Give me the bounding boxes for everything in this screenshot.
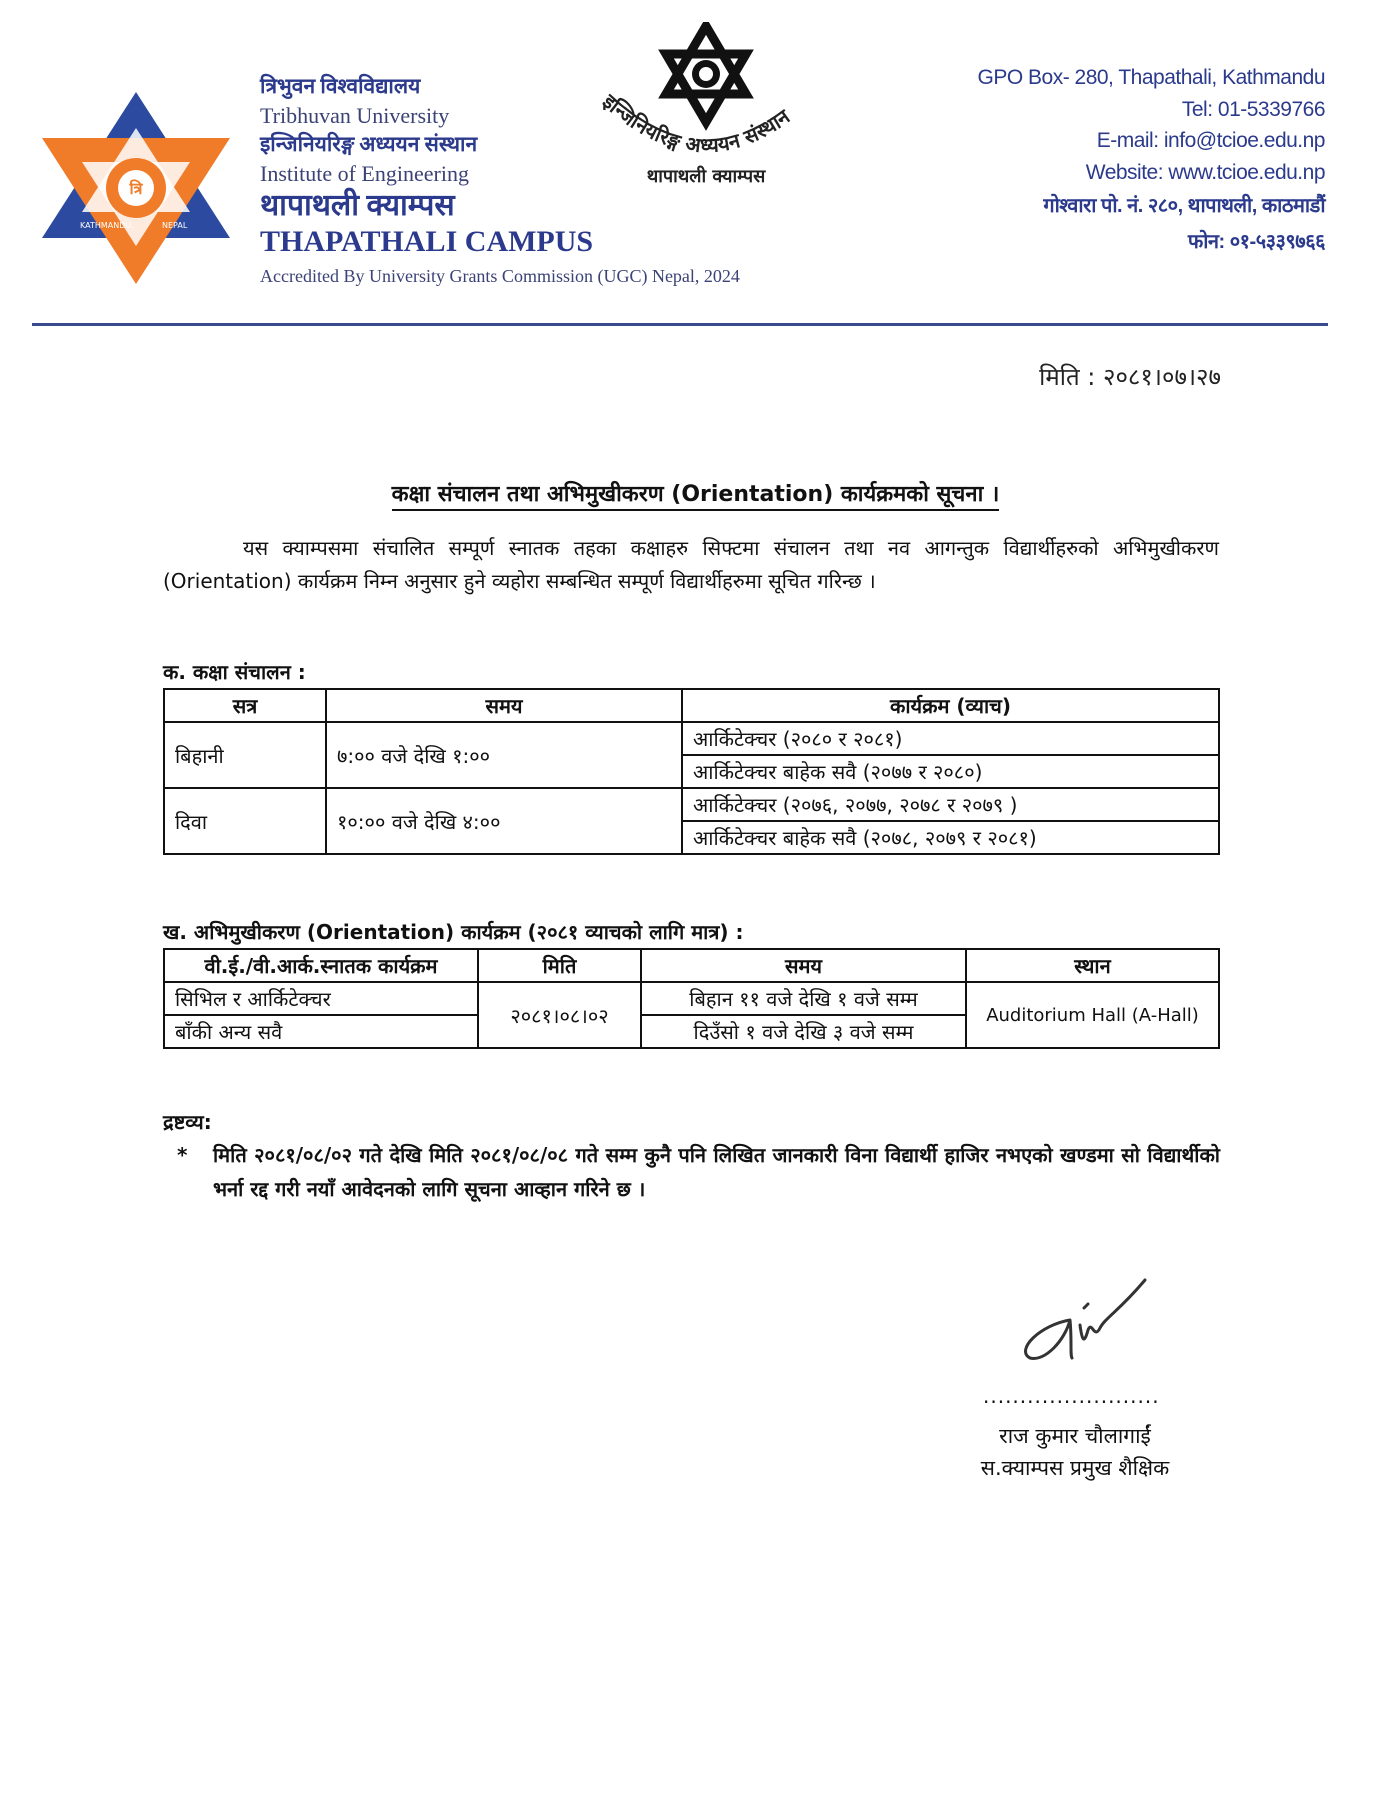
ioe-name-english: Institute of Engineering (260, 161, 469, 186)
address: GPO Box- 280, Thapathali, Kathmandu (977, 66, 1325, 89)
section-b-heading: ख. अभिमुखीकरण (Orientation) कार्यक्रम (२०८१ व्याचको लागि मात्र) : (163, 920, 744, 944)
svg-text:थापाथली क्याम्पस: थापाथली क्याम्पस (646, 166, 766, 187)
signatory-name: राज कुमार चौलागाईं (999, 1424, 1151, 1448)
notice-title (0, 478, 1391, 508)
address-nepali: गोश्वारा पो. नं. २८०, थापाथली, काठमाडौं (1043, 195, 1325, 217)
notice-paragraph: यस क्याम्पसमा संचालित सम्पूर्ण स्नातक तहका कक्षाहरु सिफ्टमा संचालन तथा नव आगन्तुक विद्यार्थीहरुको अभिमुखीकरण (Orientation) कार्यक्रम निम्न अनुसार हुने व्यहोरा सम्बन्धित सम्पूर्ण विद्यार्थीहरुमा सूचित गरिन्छ । (163, 536, 1219, 593)
col-program: कार्यक्रम (व्याच) (682, 689, 1219, 722)
header-divider (32, 323, 1328, 326)
program-cell: आर्किटेक्चर (२०७६, २०७७, २०७८ र २०७९ ) (682, 788, 1219, 821)
time-cell: ७:०० वजे देखि १:०० (326, 722, 682, 788)
orientation-table (163, 948, 1220, 1049)
time-cell: दिउँसो १ वजे देखि ३ वजे सम्म (641, 1015, 966, 1048)
col-program: वी.ई./वी.आर्क.स्नातक कार्यक्रम (164, 949, 478, 982)
note-heading: द्रष्टव्य: (163, 1110, 212, 1134)
program-cell: सिभिल र आर्किटेक्चर (164, 982, 478, 1015)
svg-text:NEPAL: NEPAL (162, 221, 188, 230)
table-row (164, 788, 1219, 821)
tribhuvan-university-logo (40, 88, 232, 288)
campus-emblem (580, 22, 840, 192)
svg-text:इन्जिनियरिङ्ग अध्ययन संस्थान: इन्जिनियरिङ्ग अध्ययन संस्थान (598, 89, 795, 158)
phone-nepali: फोन: ०१-५३३९७६६ (1187, 231, 1325, 253)
signature-image (1010, 1270, 1160, 1370)
svg-text:त्रि: त्रि (129, 179, 143, 198)
campus-name-nepali: थापाथली क्याम्पस (260, 189, 455, 222)
signatory (940, 1420, 1210, 1484)
note-text: मिति २०८१/०८/०२ गते देखि मिति २०८१/०८/०८ गते सम्म कुनै पनि लिखित जानकारी विना विद्यार्थी हाजिर नभएको खण्डमा सो विद्यार्थीको भर्ना रद्द गरी नयाँ आवेदनको लागि सूचना आव्हान गरिने छ । (213, 1143, 1220, 1201)
session-cell: बिहानी (164, 722, 326, 788)
col-venue: स्थान (966, 949, 1219, 982)
website[interactable]: Website: www.tcioe.edu.np (1085, 160, 1325, 184)
table-header-row (164, 689, 1219, 722)
time-cell: १०:०० वजे देखि ४:०० (326, 788, 682, 854)
col-time: समय (326, 689, 682, 722)
program-cell: बाँकी अन्य सवै (164, 1015, 478, 1048)
time-cell: बिहान ११ वजे देखि १ वजे सम्म (641, 982, 966, 1015)
table-header-row (164, 949, 1219, 982)
date-cell: २०८१।०८।०२ (478, 982, 641, 1048)
notice-date: मिति : २०८१।०७।२७ (1039, 363, 1221, 391)
col-session: सत्र (164, 689, 326, 722)
venue-cell: Auditorium Hall (A-Hall) (966, 982, 1219, 1048)
class-schedule-table (163, 688, 1220, 855)
ioe-name-nepali: इन्जिनियरिङ्ग अध्ययन संस्थान (260, 132, 478, 156)
phone: Tel: 01-5339766 (1181, 97, 1325, 121)
table-row (164, 982, 1219, 1015)
signature-line: ........................ (983, 1384, 1160, 1408)
tu-name-nepali: त्रिभुवन विश्वविद्यालय (260, 74, 421, 98)
bullet: * (177, 1143, 188, 1167)
tu-name-english: Tribhuvan University (260, 103, 450, 128)
accreditation: Accredited By University Grants Commission (UGC) Nepal, 2024 (260, 266, 740, 286)
session-cell: दिवा (164, 788, 326, 854)
table-row (164, 722, 1219, 755)
email[interactable]: E-mail: info@tcioe.edu.np (1096, 129, 1325, 152)
section-a-heading: क. कक्षा संचालन : (163, 660, 306, 684)
program-cell: आर्किटेक्चर बाहेक सवै (२०७७ र २०८०) (682, 755, 1219, 788)
col-time: समय (641, 949, 966, 982)
signatory-designation: स.क्याम्पस प्रमुख शैक्षिक (980, 1456, 1170, 1480)
col-date: मिति (478, 949, 641, 982)
svg-text:KATHMANDU.: KATHMANDU. (80, 221, 134, 230)
program-cell: आर्किटेक्चर बाहेक सवै (२०७८, २०७९ र २०८१) (682, 821, 1219, 854)
program-cell: आर्किटेक्चर (२०८० र २०८१) (682, 722, 1219, 755)
notice-title-text: कक्षा संचालन तथा अभिमुखीकरण (Orientation) कार्यक्रमको सूचना । (392, 482, 1000, 511)
note (177, 1138, 1220, 1206)
campus-name-english: THAPATHALI CAMPUS (260, 225, 594, 258)
contact-block (978, 62, 1326, 260)
